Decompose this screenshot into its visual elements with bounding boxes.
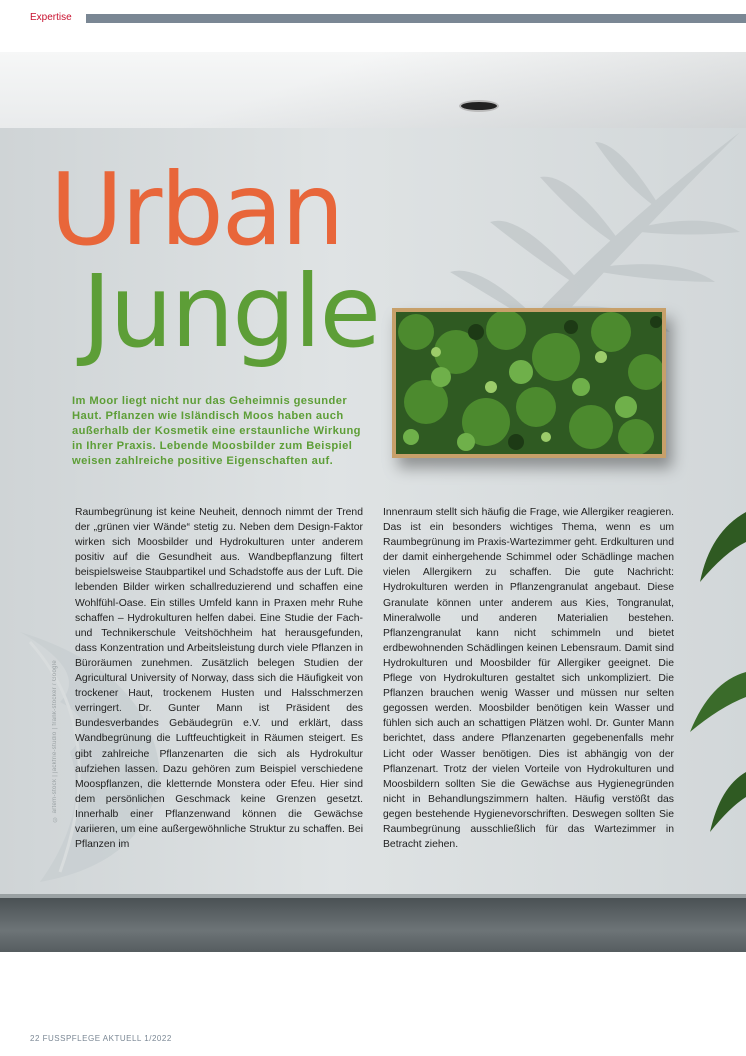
- plant-leaves-right: [680, 472, 746, 852]
- moss-picture: [396, 312, 662, 454]
- floor: [0, 898, 746, 952]
- photo-credit: © artem-stock | jackfrie-studio | frank-stocker / Google: [52, 660, 58, 822]
- title-urban: Urban: [50, 151, 343, 268]
- header-bar: [86, 14, 746, 23]
- intro-text: Im Moor liegt nicht nur das Geheimnis gesunder Haut. Pflanzen wie Isländisch Moos haben auch außerhalb der Kosmetik eine erstaunliche Wirkung in Ihrer Praxis. Lebende Moosbilder zum Beispiel weisen zahlreiche positive Eigenschaften auf.: [72, 395, 361, 467]
- body-column-left: Raumbegrünung ist keine Neuheit, dennoch nimmt der Trend der „grünen vier Wände“ stetig zu. Neben dem Design-Faktor wirken sich Moosbilder und Hydrokulturen unter anderem positiv auf die Gesundheit aus. Wandbepflanzung filtert beispielsweise Staubpartikel und Schadstoffe aus der Luft. Die lebenden Bilder wirken schallreduzierend und schaffen eine Wohlfühl-Oase. Ein stilles Umfeld kann in Praxen mehr Ruhe schaffen – Hydrokulturen helfen dabei. Eine Studie der Fach- und Technikerschule Veitshöchheim hat herausgefunden, dass Konzentration und Arbeitsleistung durch viele Pflanzen in Büroräumen zunehmen. Zusätzlich belegen Studien der Agricultural University of Norway, dass sich die Häufigkeit von trockener Haut, trockenem Husten und Halsschmerzen verringert. Dr. Gunter Mann ist Präsident des Bundesverbandes Gebäudegrün e.V. und erklärt, dass Wandbegrünung die Luftfeuchtigkeit in Räumen steigert. Es gibt zahlreiche Pflanzenarten die sich als Hydrokultur aufziehen lassen. Dazu gehören zum Beispiel verschiedene Moospflanzen, die kletternde Monstera oder Efeu. Hier sind dem persönlichen Geschmack keine Grenzen gesetzt. Innerhalb einer Pflanzenwand können die Gewächse variieren, um eine außergewöhnliche Struktur zu schaffen. Bei Pflanzen im: [75, 507, 363, 851]
- title-jungle: Jungle: [82, 253, 380, 370]
- page-footer: 22 FUSSPFLEGE AKTUELL 1/2022: [30, 1034, 172, 1043]
- body-column-right: Innenraum stellt sich häufig die Frage, wie Allergiker reagieren. Das ist ein besonders wichtiges Thema, wenn es um Raumbegrünung im Praxis-Wartezimmer geht. Erdkulturen und der damit einhergehende Schimmel oder Schädlinge machen vielen Allergikern zu schaffen. Die gute Nachricht: Hydrokulturen werden in Pflanzengranulat angebaut. Diese Granulate können unter anderem aus Kies, Tongranulat, Mineralwolle und anderen Materialien bestehen. Pflanzengranulat kann nicht schimmeln und bietet erdbewohnenden Schädlingen keinen Lebensraum. Damit sind Hydrokulturen und Moosbilder für Allergiker geeignet. Die Pflege von Hydrokulturen gestaltet sich unkompliziert. Die Pflanzen brauchen wenig Wasser und müssen nur selten gegossen werden. Moosbilder benötigen kein Wasser und fühlen sich auch an schattigen Plätzen wohl. Dr. Gunter Mann berichtet, dass andere Pflanzenarten gegebenenfalls mehr Licht oder Wasser benötigen. Dies ist abhängig von der Pflanzenart. Trotz der vielen Vorteile von Hydrokulturen und Moosbildern sollten Sie die Gewächse aus Hygienegründen nicht in Behandlungszimmern halten. Häufig verstößt das gegen bestehende Hygienevorschriften. Deswegen sollten Sie Raumbegrünung ausschließlich für das Wartezimmer in Betracht ziehen.: [383, 507, 674, 851]
- ceiling-lamp: [461, 102, 497, 110]
- section-label: Expertise: [30, 12, 72, 23]
